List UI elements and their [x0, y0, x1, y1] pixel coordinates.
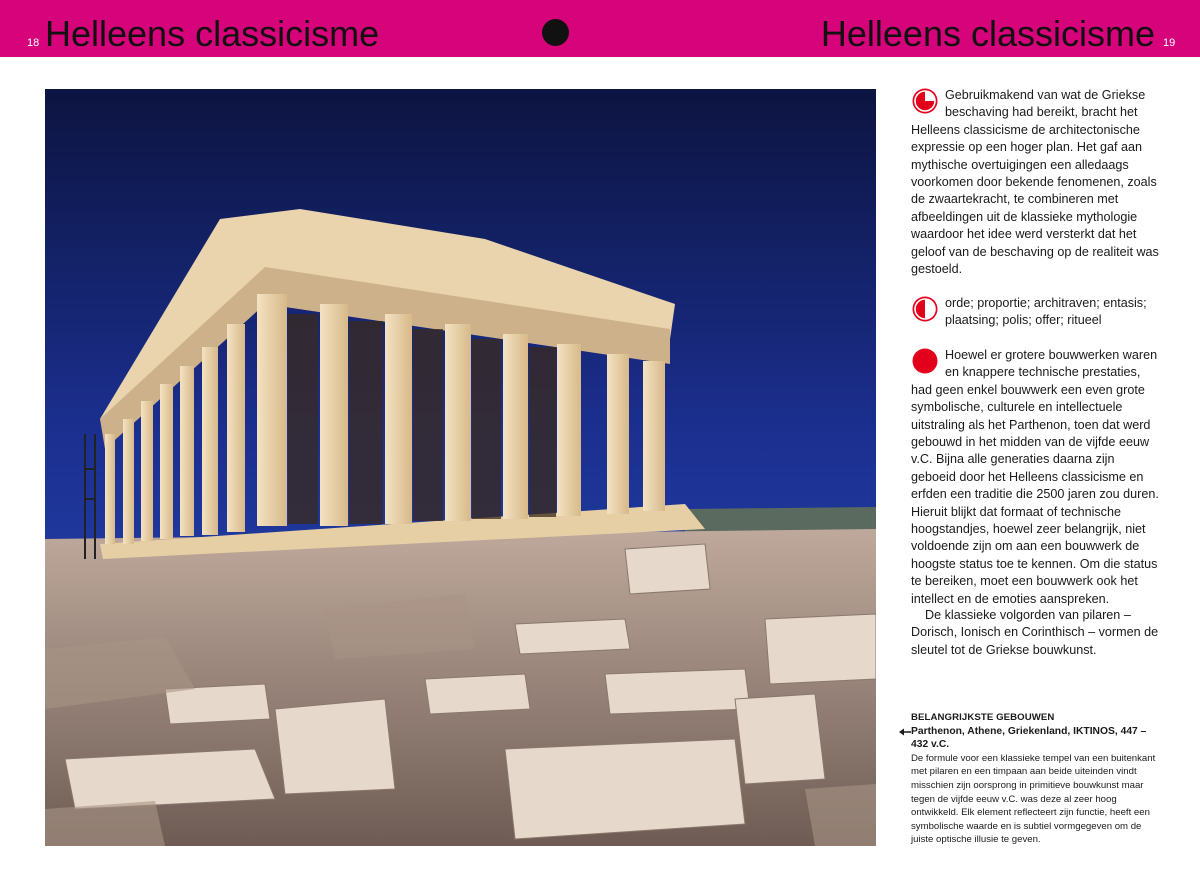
center-dot-icon [542, 19, 569, 46]
intro-paragraph [911, 87, 1161, 278]
running-title-left: Helleens classicisme [45, 13, 380, 54]
keywords-text: orde; proportie; architraven; entasis; plaatsing; polis; offer; ritueel [945, 296, 1147, 328]
main-paragraph [911, 347, 1161, 608]
running-title-right: Helleens classicisme [820, 13, 1155, 54]
caption-block [911, 711, 1161, 847]
orders-text: De klassieke volgorden van pilaren – Dorisch, Ionisch en Corinthisch – vormen de sleutel tot de Griekse bouwkunst. [911, 608, 1159, 657]
arrow-left-icon [899, 728, 911, 736]
clock-full-icon [911, 347, 939, 375]
orders-paragraph [911, 607, 1161, 659]
header-band [0, 0, 1200, 57]
keywords-paragraph [911, 295, 1161, 330]
parthenon-photo [45, 89, 876, 846]
main-text: Hoewel er grotere bouwwerken waren en knappere technische prestaties, had geen enkel bouwwerk een even grote symbolische, culturele en intellectuele uitstraling als het Parthenon, toen dat werd gebouwd in het midden van de vijfde eeuw v.C. Bijna alle generaties daarna zijn geboeid door het Helleens classicisme en erfden een traditie die 2500 jaren zou duren. Hieruit blijkt dat formaat of technische hoogstandjes, hoewel zeer belangrijk, niet voldoende zijn om aan een bouwwerk de hoogste status toe te kennen. Om die status te bereiken, moet een bouwwerk ook het intellect en de emoties aanspreken. [911, 348, 1159, 606]
photo-parthenon-icon [45, 89, 876, 846]
page-number-right: 19 [1163, 37, 1176, 49]
clock-half-icon [911, 295, 939, 323]
intro-text: Gebruikmakend van wat de Griekse beschaving had bereikt, bracht het Helleens classicisme de architectonische expressie op een hoger plan. Het gaf aan mythische overtuigingen een alledaags voorkomen door bekende fenomenen, zoals de zwaartekracht, te combineren met afbeeldingen uit de klassieke mythologie waardoor het idee werd versterkt dat het geloof van de beschaving op de realiteit was gestoeld. [911, 88, 1159, 277]
page-number-left: 18 [27, 37, 40, 49]
caption-body: De formule voor een klassieke tempel van een buitenkant met pilaren en een timpaan aan beide uiteinden vindt misschien zijn oorsprong in primitieve bouwkunst maar tegen de vijfde eeuw v.C. was deze al zeer hoog ontwikkeld. Elk element reflecteert zijn functie, heeft een symbolische waarde en is subtiel vormgegeven om de juiste optische illusie te geven. [911, 752, 1156, 846]
caption-heading: BELANGRIJKSTE GEBOUWEN [911, 712, 1055, 723]
caption-title: Parthenon, Athene, Griekenland, IKTINOS, 447 – 432 v.C. [911, 725, 1147, 751]
clock-quarter-icon [911, 87, 939, 115]
